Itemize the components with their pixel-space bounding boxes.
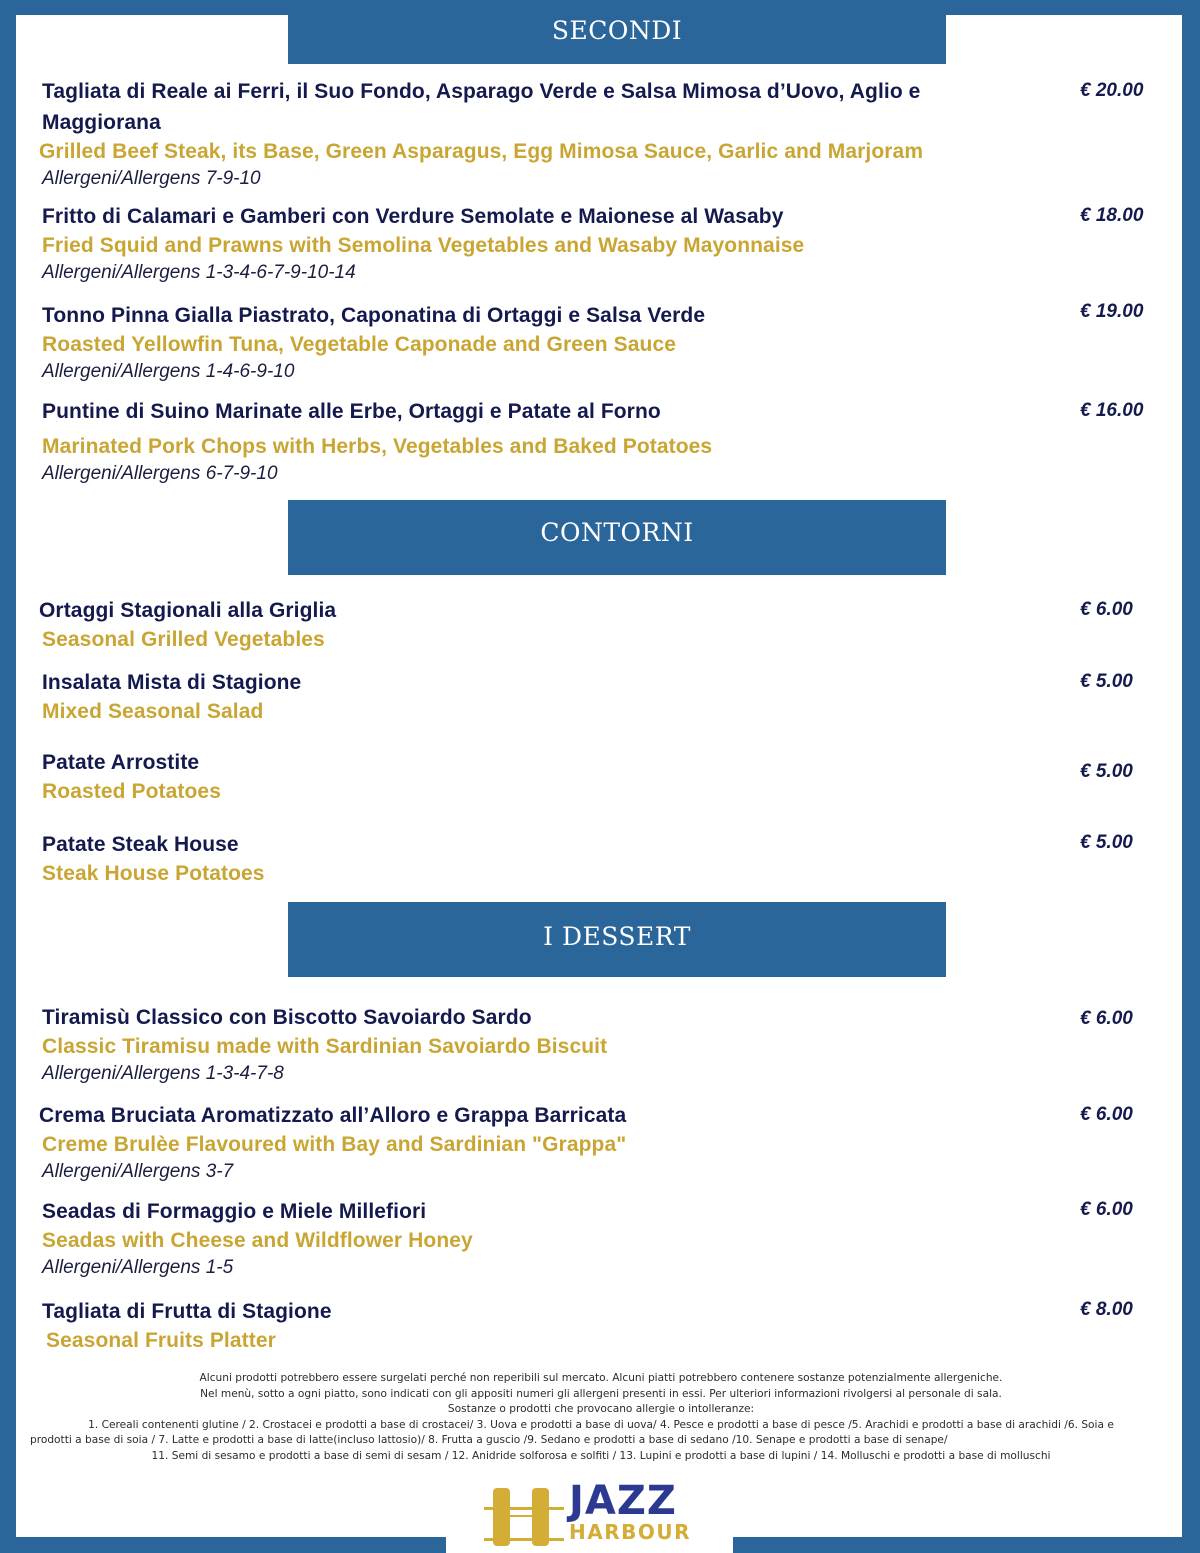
- menu-item: [39, 595, 1039, 653]
- menu-item: [42, 396, 1042, 487]
- menu-item: [42, 1196, 1042, 1281]
- dish-name-italian: Patate Steak House: [42, 833, 239, 856]
- dish-allergens: Allergeni/Allergens 7-9-10: [42, 168, 261, 189]
- dish-name-english: Roasted Potatoes: [42, 780, 221, 803]
- dish-price: € 6.00: [1080, 599, 1133, 620]
- dish-price: € 19.00: [1080, 301, 1144, 322]
- notes-line: prodotti a base di soia / 7. Latte e prodotti a base di latte(incluso lattosio)/ 8. Frutta a guscio /9. Sedano e prodotti a base di sedano /10. Senape e prodotti a base di senape/: [30, 1434, 948, 1447]
- allergen-notes: [20, 1371, 1182, 1465]
- notes-line: 11. Semi di sesamo e prodotti a base di semi di sesam / 12. Anidride solforosa e solfiti / 13. Lupini e prodotti a base di lupini / 14. Molluschi e prodotti a base di molluschi: [151, 1449, 1051, 1462]
- dish-name-italian: Puntine di Suino Marinate alle Erbe, Ortaggi e Patate al Forno: [42, 400, 661, 423]
- dish-name-italian: Insalata Mista di Stagione: [42, 671, 302, 694]
- dish-name-english: Classic Tiramisu made with Sardinian Savoiardo Biscuit: [42, 1035, 608, 1058]
- dish-price: € 5.00: [1080, 671, 1133, 692]
- logo-word-jazz: JAZZ: [569, 1478, 677, 1524]
- dish-allergens: Allergeni/Allergens 6-7-9-10: [42, 463, 278, 484]
- section-header-secondi: SECONDI: [288, 0, 946, 64]
- frame-border-bottom-left: [0, 1537, 446, 1553]
- dish-price: € 6.00: [1080, 1104, 1133, 1125]
- menu-item: [42, 1002, 1042, 1087]
- dish-name-english: Fried Squid and Prawns with Semolina Vegetables and Wasaby Mayonnaise: [42, 234, 805, 257]
- notes-line: Nel menù, sotto a ogni piatto, sono indicati con gli appositi numeri gli allergeni presenti in essi. Per ulteriori informazioni rivolgersi al personale di sala.: [200, 1387, 1002, 1400]
- dish-name-english: Steak House Potatoes: [42, 862, 265, 885]
- menu-item: [42, 747, 1042, 805]
- dish-allergens: Allergeni/Allergens 1-3-4-7-8: [42, 1063, 284, 1084]
- frame-border-right: [1182, 0, 1200, 1553]
- dish-price: € 20.00: [1080, 80, 1144, 101]
- dish-price: € 8.00: [1080, 1299, 1133, 1320]
- notes-line: Sostanze o prodotti che provocano allergie o intolleranze:: [447, 1403, 755, 1416]
- dish-name-italian: Fritto di Calamari e Gamberi con Verdure Semolate e Maionese al Wasaby: [42, 205, 784, 228]
- menu-item: [42, 667, 1042, 725]
- jazz-harbour-logo: [484, 1478, 694, 1548]
- menu-item: [42, 300, 1042, 385]
- menu-item: [42, 1296, 1042, 1354]
- dish-name-italian: Patate Arrostite: [42, 751, 200, 774]
- dish-name-english: Seadas with Cheese and Wildflower Honey: [42, 1229, 473, 1252]
- dish-name-english: Creme Brulèe Flavoured with Bay and Sardinian "Grappa": [42, 1133, 627, 1156]
- dish-price: € 6.00: [1080, 1199, 1133, 1220]
- dish-allergens: Allergeni/Allergens 1-5: [42, 1257, 234, 1278]
- logo-word-harbour: HARBOUR: [569, 1520, 692, 1544]
- section-header-dessert: I DESSERT: [288, 902, 946, 977]
- menu-item: [42, 201, 1042, 286]
- dish-name-english: Roasted Yellowfin Tuna, Vegetable Caponade and Green Sauce: [42, 333, 677, 356]
- dish-name-italian: Ortaggi Stagionali alla Griglia: [39, 599, 337, 622]
- pier-bollard-icon: [484, 1486, 564, 1548]
- dish-name-italian: Tagliata di Reale ai Ferri, il Suo Fondo, Asparago Verde e Salsa Mimosa d’Uovo, Aglio e Maggiorana: [42, 80, 921, 134]
- dish-allergens: Allergeni/Allergens 3-7: [42, 1161, 234, 1182]
- dish-name-italian: Tagliata di Frutta di Stagione: [42, 1300, 332, 1323]
- dish-price: € 6.00: [1080, 1008, 1133, 1029]
- notes-line: Alcuni prodotti potrebbero essere surgelati perché non reperibili sul mercato. Alcuni piatti potrebbero contenere sostanze potenzialmente allergeniche.: [199, 1372, 1003, 1384]
- dish-name-english: Grilled Beef Steak, its Base, Green Asparagus, Egg Mimosa Sauce, Garlic and Marjoram: [39, 140, 924, 163]
- dish-name-english: Seasonal Fruits Platter: [46, 1329, 276, 1352]
- frame-border-bottom-right: [733, 1537, 1200, 1553]
- dish-name-english: Mixed Seasonal Salad: [42, 700, 264, 723]
- section-header-contorni: CONTORNI: [288, 500, 946, 575]
- notes-line: 1. Cereali contenenti glutine / 2. Crostacei e prodotti a base di crostacei/ 3. Uova e prodotti a base di uova/ 4. Pesce e prodotti a base di pesce /5. Arachidi e prodotti a base di arachidi /6. Soia e: [88, 1418, 1114, 1431]
- dish-price: € 5.00: [1080, 761, 1133, 782]
- menu-item: [42, 829, 1042, 887]
- frame-border-left: [0, 0, 16, 1553]
- dish-name-italian: Seadas di Formaggio e Miele Millefiori: [42, 1200, 427, 1223]
- dish-name-italian: Tiramisù Classico con Biscotto Savoiardo Sardo: [42, 1006, 532, 1029]
- dish-name-italian: Tonno Pinna Gialla Piastrato, Caponatina di Ortaggi e Salsa Verde: [42, 304, 706, 327]
- dish-allergens: Allergeni/Allergens 1-4-6-9-10: [42, 361, 295, 382]
- dish-name-english: Marinated Pork Chops with Herbs, Vegetables and Baked Potatoes: [42, 435, 713, 458]
- menu-item: [39, 1100, 1039, 1185]
- dish-name-italian: Crema Bruciata Aromatizzato all’Alloro e Grappa Barricata: [39, 1104, 627, 1127]
- dish-name-english: Seasonal Grilled Vegetables: [42, 628, 325, 651]
- dish-price: € 5.00: [1080, 832, 1133, 853]
- dish-price: € 16.00: [1080, 400, 1144, 421]
- dish-allergens: Allergeni/Allergens 1-3-4-6-7-9-10-14: [42, 262, 356, 283]
- dish-price: € 18.00: [1080, 205, 1144, 226]
- menu-item: [39, 76, 1042, 192]
